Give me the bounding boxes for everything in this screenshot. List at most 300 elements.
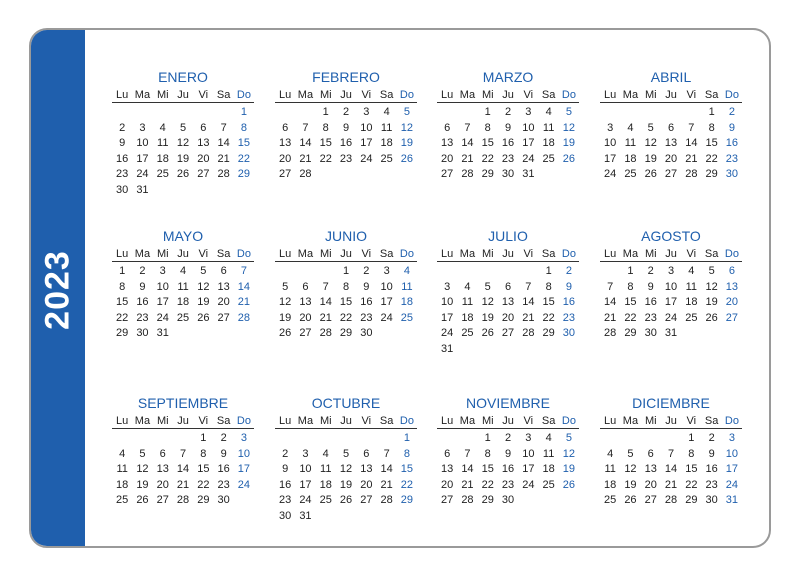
month-junio: [275, 227, 417, 342]
day-cell: 16: [562, 296, 576, 309]
month-name: AGOSTO: [641, 228, 701, 244]
day-cell: 14: [604, 296, 617, 309]
week-row: [600, 136, 742, 152]
day-cell: 27: [664, 168, 678, 181]
day-cell: 25: [176, 311, 190, 324]
day-cell: 29: [685, 494, 698, 507]
day-cell: 4: [383, 106, 390, 118]
day-cell: 23: [725, 152, 739, 165]
day-cell: 9: [504, 121, 512, 134]
day-cell: 22: [685, 478, 698, 491]
empty-cell: [559, 167, 579, 183]
day-cell: 28: [461, 168, 474, 181]
weekday-label: Do: [236, 89, 251, 101]
day-cell: 25: [461, 327, 474, 340]
week-row: [275, 121, 417, 137]
day-cell: 1: [708, 106, 715, 118]
day-cell: 18: [461, 311, 474, 324]
day-cell: 2: [220, 432, 227, 444]
day-cell: 30: [501, 494, 515, 507]
weekday-label: Sa: [541, 415, 556, 427]
day-cell: 21: [604, 311, 617, 324]
day-cell: 14: [237, 280, 251, 293]
empty-cell: [641, 105, 661, 121]
day-cell: 18: [685, 296, 698, 309]
weekday-label: Do: [236, 248, 251, 260]
day-cell: 29: [481, 494, 494, 507]
day-cell: 26: [481, 327, 494, 340]
day-cell: 29: [705, 168, 718, 181]
day-cell: 23: [339, 152, 353, 165]
empty-cell: [376, 431, 396, 447]
weekday-label: Lu: [441, 415, 454, 427]
day-cell: 19: [176, 152, 190, 165]
empty-cell: [600, 105, 620, 121]
week-row: [112, 326, 254, 342]
day-cell: 26: [279, 327, 292, 340]
day-cell: 30: [725, 168, 739, 181]
empty-cell: [518, 342, 538, 358]
month-marzo: [437, 68, 579, 183]
day-cell: 28: [685, 168, 698, 181]
day-cell: 27: [156, 494, 169, 507]
empty-cell: [376, 326, 396, 342]
weekday-header: [275, 88, 417, 103]
empty-cell: [356, 509, 376, 525]
day-cell: 30: [360, 327, 373, 340]
day-cell: 29: [542, 327, 555, 340]
day-cell: 12: [562, 447, 576, 460]
day-cell: 15: [400, 463, 414, 476]
day-cell: 21: [522, 311, 535, 324]
weekday-label: Do: [561, 248, 576, 260]
day-cell: 21: [685, 152, 698, 165]
weekday-label: Lu: [279, 248, 292, 260]
empty-cell: [153, 183, 173, 199]
week-row: [112, 295, 254, 311]
empty-cell: [173, 326, 193, 342]
empty-cell: [316, 431, 336, 447]
day-cell: 15: [705, 137, 718, 150]
day-cell: 6: [667, 121, 675, 134]
week-row: [275, 105, 417, 121]
weekday-header: [112, 88, 254, 103]
day-cell: 28: [176, 494, 190, 507]
weekday-header: [437, 414, 579, 429]
empty-cell: [316, 167, 336, 183]
week-row: [275, 431, 417, 447]
weekday-label: Ma: [622, 415, 639, 427]
weekday-header: [600, 414, 742, 429]
weekday-header: [112, 414, 254, 429]
day-cell: 7: [464, 447, 471, 460]
day-cell: 21: [217, 152, 230, 165]
day-cell: 13: [360, 463, 373, 476]
day-cell: 20: [299, 311, 312, 324]
week-row: [275, 264, 417, 280]
weekday-label: Sa: [379, 248, 394, 260]
day-cell: 5: [403, 106, 410, 118]
empty-cell: [234, 493, 254, 509]
day-cell: 12: [279, 296, 292, 309]
weekday-label: Vi: [361, 89, 372, 101]
empty-cell: [213, 105, 233, 121]
day-cell: 10: [725, 447, 739, 460]
weekday-label: Do: [399, 248, 414, 260]
day-cell: 10: [136, 137, 149, 150]
month-name: OCTUBRE: [311, 395, 381, 411]
month-name: FEBRERO: [312, 69, 380, 85]
day-cell: 18: [400, 296, 414, 309]
day-cell: 22: [237, 152, 251, 165]
day-cell: 22: [481, 152, 494, 165]
day-cell: 27: [501, 327, 515, 340]
day-cell: 22: [705, 152, 718, 165]
empty-cell: [316, 509, 336, 525]
weekday-label: Ju: [177, 89, 189, 101]
weekday-label: Lu: [116, 248, 129, 260]
day-cell: 24: [604, 168, 617, 181]
day-cell: 18: [624, 152, 637, 165]
week-row: [112, 167, 254, 183]
weekday-header: [275, 414, 417, 429]
weekday-label: Mi: [156, 89, 169, 101]
week-row: [600, 295, 742, 311]
week-row: [112, 105, 254, 121]
empty-cell: [397, 167, 417, 183]
day-cell: 20: [441, 478, 454, 491]
day-cell: 2: [119, 121, 126, 134]
day-cell: 6: [444, 121, 451, 134]
week-row: [600, 152, 742, 168]
day-cell: 30: [279, 509, 292, 522]
day-cell: 11: [401, 280, 413, 293]
day-cell: 17: [360, 137, 373, 150]
empty-cell: [275, 264, 295, 280]
weekday-label: Do: [399, 89, 414, 101]
day-cell: 27: [217, 311, 230, 324]
day-cell: 26: [339, 494, 353, 507]
week-row: [112, 478, 254, 494]
day-cell: 12: [705, 280, 718, 293]
week-row: [112, 121, 254, 137]
empty-cell: [661, 431, 681, 447]
month-septiembre: [112, 394, 254, 509]
day-cell: 3: [607, 121, 614, 134]
empty-cell: [356, 431, 376, 447]
day-cell: 1: [119, 265, 126, 277]
day-cell: 28: [380, 494, 393, 507]
day-cell: 8: [545, 280, 552, 293]
day-cell: 7: [383, 447, 390, 460]
day-cell: 7: [525, 280, 532, 293]
day-cell: 20: [664, 152, 678, 165]
day-cell: 17: [237, 463, 251, 476]
day-cell: 5: [484, 280, 491, 293]
weekday-label: Sa: [379, 415, 394, 427]
day-cell: 1: [627, 265, 634, 277]
weekday-label: Mi: [156, 415, 169, 427]
day-cell: 30: [705, 494, 718, 507]
day-cell: 19: [339, 478, 353, 491]
day-cell: 1: [403, 432, 410, 444]
empty-cell: [213, 183, 233, 199]
week-row: [275, 462, 417, 478]
day-cell: 1: [484, 106, 491, 118]
day-cell: 11: [542, 447, 555, 460]
weekday-label: Do: [561, 89, 576, 101]
weekday-label: Sa: [541, 89, 556, 101]
week-row: [275, 295, 417, 311]
day-cell: 11: [542, 121, 555, 134]
month-mayo: [112, 227, 254, 342]
day-cell: 24: [380, 311, 393, 324]
empty-cell: [234, 326, 254, 342]
day-cell: 3: [159, 265, 166, 277]
week-row: [112, 431, 254, 447]
week-row: [112, 493, 254, 509]
day-cell: 23: [279, 494, 292, 507]
week-row: [437, 295, 579, 311]
day-cell: 1: [200, 432, 207, 444]
day-cell: 26: [562, 152, 576, 165]
day-cell: 27: [644, 494, 657, 507]
day-cell: 13: [644, 463, 657, 476]
weekday-label: Ma: [134, 89, 151, 101]
empty-cell: [538, 342, 558, 358]
week-row: [437, 280, 579, 296]
empty-cell: [234, 183, 254, 199]
day-cell: 7: [240, 265, 247, 277]
day-cell: 15: [116, 296, 129, 309]
day-cell: 20: [644, 478, 657, 491]
day-cell: 20: [441, 152, 454, 165]
day-cell: 13: [441, 137, 454, 150]
day-cell: 27: [725, 311, 739, 324]
day-cell: 25: [400, 311, 414, 324]
empty-cell: [112, 105, 132, 121]
day-cell: 1: [240, 106, 247, 118]
day-cell: 4: [627, 121, 634, 134]
day-cell: 12: [562, 121, 576, 134]
weekday-label: Ma: [134, 248, 151, 260]
day-cell: 21: [319, 311, 332, 324]
day-cell: 13: [279, 137, 292, 150]
month-agosto: [600, 227, 742, 342]
day-cell: 17: [522, 463, 535, 476]
weekday-label: Mi: [644, 89, 657, 101]
day-cell: 16: [339, 137, 353, 150]
day-cell: 5: [565, 106, 572, 118]
day-cell: 15: [624, 296, 637, 309]
day-cell: 5: [565, 432, 572, 444]
day-cell: 31: [136, 183, 149, 196]
day-cell: 31: [299, 509, 312, 522]
week-row: [600, 121, 742, 137]
day-cell: 6: [200, 121, 207, 134]
weekday-label: Sa: [216, 415, 231, 427]
day-cell: 19: [136, 478, 149, 491]
empty-cell: [620, 105, 640, 121]
month-name: DICIEMBRE: [632, 395, 710, 411]
day-cell: 4: [322, 447, 329, 460]
weekday-label: Vi: [198, 89, 209, 101]
day-cell: 22: [542, 311, 555, 324]
day-cell: 31: [522, 168, 535, 181]
empty-cell: [132, 431, 152, 447]
weekday-label: Sa: [379, 89, 394, 101]
day-cell: 24: [299, 494, 312, 507]
empty-cell: [681, 326, 701, 342]
weekday-label: Sa: [704, 89, 719, 101]
day-cell: 19: [481, 311, 494, 324]
empty-cell: [701, 326, 721, 342]
day-cell: 17: [380, 296, 393, 309]
empty-cell: [316, 264, 336, 280]
month-julio: [437, 227, 579, 358]
weekday-label: Sa: [216, 89, 231, 101]
day-cell: 2: [647, 265, 654, 277]
weekday-label: Mi: [644, 415, 657, 427]
day-cell: 11: [685, 280, 698, 293]
weekday-label: Sa: [704, 248, 719, 260]
day-cell: 16: [360, 296, 373, 309]
weekday-label: Vi: [198, 248, 209, 260]
weekday-label: Lu: [441, 248, 454, 260]
day-cell: 3: [728, 432, 735, 444]
weekday-label: Vi: [361, 248, 372, 260]
empty-cell: [376, 509, 396, 525]
weekday-label: Lu: [604, 89, 617, 101]
day-cell: 28: [522, 327, 535, 340]
day-cell: 26: [197, 311, 210, 324]
empty-cell: [518, 264, 538, 280]
day-cell: 2: [728, 106, 735, 118]
empty-cell: [457, 264, 477, 280]
weekday-label: Lu: [116, 89, 129, 101]
empty-cell: [661, 105, 681, 121]
day-cell: 20: [501, 311, 515, 324]
day-cell: 22: [197, 478, 210, 491]
empty-cell: [112, 431, 132, 447]
day-cell: 5: [179, 121, 187, 134]
day-cell: 19: [562, 137, 576, 150]
day-cell: 15: [542, 296, 555, 309]
day-cell: 17: [441, 311, 454, 324]
empty-cell: [275, 105, 295, 121]
weekday-label: Lu: [279, 89, 292, 101]
weekday-header: [437, 88, 579, 103]
day-cell: 6: [504, 280, 512, 293]
week-row: [437, 462, 579, 478]
day-cell: 30: [644, 327, 657, 340]
day-cell: 18: [604, 478, 617, 491]
day-cell: 1: [342, 265, 350, 277]
day-cell: 12: [176, 137, 190, 150]
day-cell: 25: [604, 494, 617, 507]
day-cell: 10: [156, 280, 169, 293]
week-row: [437, 167, 579, 183]
week-row: [600, 264, 742, 280]
day-cell: 31: [664, 327, 678, 340]
month-name: MARZO: [482, 69, 534, 85]
empty-cell: [559, 493, 579, 509]
weekday-label: Ju: [502, 248, 514, 260]
day-cell: 15: [481, 137, 494, 150]
day-cell: 2: [342, 106, 350, 118]
week-row: [275, 478, 417, 494]
day-cell: 6: [728, 265, 735, 277]
empty-cell: [437, 431, 457, 447]
day-cell: 27: [441, 494, 454, 507]
day-cell: 22: [624, 311, 637, 324]
empty-cell: [518, 493, 538, 509]
day-cell: 14: [461, 463, 474, 476]
empty-cell: [132, 105, 152, 121]
week-row: [275, 280, 417, 296]
day-cell: 19: [624, 478, 637, 491]
day-cell: 30: [136, 327, 149, 340]
week-row: [275, 167, 417, 183]
empty-cell: [193, 326, 213, 342]
week-row: [437, 121, 579, 137]
day-cell: 7: [688, 121, 695, 134]
day-cell: 31: [156, 327, 169, 340]
week-row: [600, 280, 742, 296]
day-cell: 10: [604, 137, 617, 150]
day-cell: 29: [197, 494, 210, 507]
day-cell: 21: [461, 152, 474, 165]
day-cell: 7: [302, 121, 309, 134]
day-cell: 8: [322, 121, 329, 134]
day-cell: 28: [319, 327, 332, 340]
weekday-label: Do: [561, 415, 576, 427]
empty-cell: [437, 105, 457, 121]
day-cell: 24: [522, 152, 535, 165]
weekday-header: [112, 247, 254, 262]
day-cell: 21: [299, 152, 312, 165]
calendar-card: [29, 28, 771, 548]
weekday-label: Vi: [523, 415, 534, 427]
weekday-label: Ma: [297, 415, 314, 427]
day-cell: 28: [217, 168, 230, 181]
week-row: [437, 431, 579, 447]
day-cell: 13: [156, 463, 169, 476]
weekday-label: Sa: [704, 415, 719, 427]
day-cell: 10: [380, 280, 393, 293]
day-cell: 8: [688, 447, 695, 460]
day-cell: 11: [461, 296, 474, 309]
day-cell: 16: [501, 137, 515, 150]
day-cell: 13: [501, 296, 515, 309]
day-cell: 26: [176, 168, 190, 181]
day-cell: 17: [156, 296, 169, 309]
day-cell: 29: [400, 494, 414, 507]
day-cell: 16: [217, 463, 230, 476]
day-cell: 25: [542, 152, 555, 165]
day-cell: 12: [624, 463, 637, 476]
day-cell: 1: [484, 432, 491, 444]
day-cell: 24: [136, 168, 149, 181]
day-cell: 23: [562, 311, 576, 324]
day-cell: 27: [441, 168, 454, 181]
month-octubre: [275, 394, 417, 525]
weekday-label: Vi: [686, 89, 697, 101]
week-row: [437, 342, 579, 358]
weekday-label: Vi: [523, 89, 534, 101]
day-cell: 5: [282, 280, 289, 293]
day-cell: 12: [481, 296, 494, 309]
